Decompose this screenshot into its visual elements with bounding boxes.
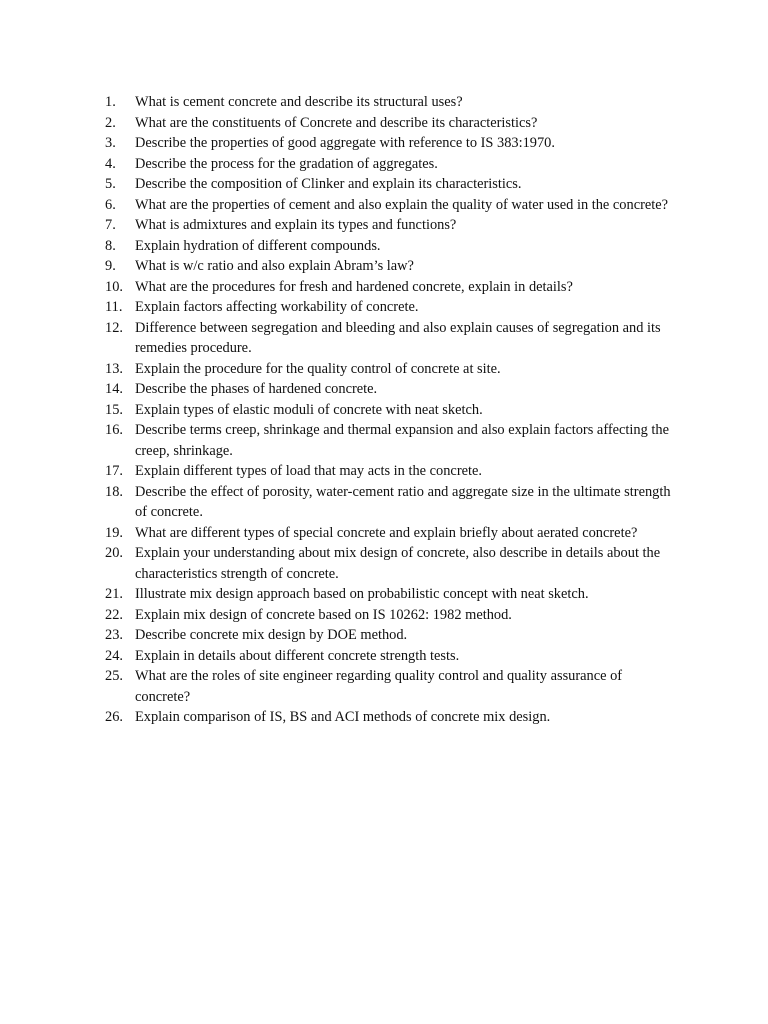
question-text: What is w/c ratio and also explain Abram’s law? [135, 258, 414, 274]
question-number: 24. [105, 647, 123, 664]
question-number: 2. [105, 114, 116, 131]
question-text: Describe terms creep, shrinkage and thermal expansion and also explain factors affecting the creep, shrinkage. [135, 422, 669, 459]
question-item [105, 154, 680, 175]
question-text: Explain in details about different concrete strength tests. [135, 647, 460, 664]
question-item [105, 666, 680, 707]
question-number: 15. [105, 401, 123, 418]
question-text: What are the procedures for fresh and hardened concrete, explain in details? [135, 278, 573, 295]
question-text: Describe concrete mix design by DOE method. [135, 627, 408, 643]
question-number: 23. [105, 627, 123, 643]
question-text: Describe the process for the gradation of aggregates. [135, 155, 438, 172]
question-item [105, 707, 680, 728]
question-text: What is cement concrete and describe its structural uses? [135, 94, 463, 110]
question-number: 19. [105, 524, 123, 541]
question-text: Explain hydration of different compounds. [135, 237, 381, 254]
question-number: 14. [105, 381, 123, 397]
question-number: 10. [105, 278, 123, 295]
question-item [105, 215, 680, 236]
question-number: 22. [105, 606, 123, 623]
question-text: Explain comparison of IS, BS and ACI methods of concrete mix design. [135, 709, 551, 725]
question-number: 12. [105, 319, 123, 336]
question-text: Describe the composition of Clinker and explain its characteristics. [135, 176, 522, 192]
question-text: Describe the phases of hardened concrete. [135, 381, 378, 397]
question-item [105, 461, 680, 482]
question-item [105, 605, 680, 626]
question-number: 7. [105, 217, 116, 233]
question-number: 1. [105, 94, 116, 110]
question-text: What are the constituents of Concrete and describe its characteristics? [135, 114, 538, 131]
question-item [105, 359, 680, 380]
question-number: 16. [105, 422, 123, 438]
question-item [105, 625, 680, 646]
question-text: Explain factors affecting workability of concrete. [135, 299, 419, 315]
question-number: 17. [105, 463, 123, 479]
question-text: What are the roles of site engineer regarding quality control and quality assurance of concrete? [135, 668, 623, 705]
question-number: 26. [105, 709, 123, 725]
question-item [105, 584, 680, 605]
question-text: Explain different types of load that may acts in the concrete. [135, 463, 482, 479]
question-item [105, 318, 680, 359]
question-number: 13. [105, 360, 123, 377]
question-item [105, 646, 680, 667]
question-item [105, 133, 680, 154]
question-number: 8. [105, 237, 116, 254]
question-number: 4. [105, 155, 116, 172]
question-text: Illustrate mix design approach based on probabilistic concept with neat sketch. [135, 586, 589, 602]
question-number: 18. [105, 483, 123, 500]
question-item [105, 543, 680, 584]
question-item [105, 400, 680, 421]
question-text: What are the properties of cement and also explain the quality of water used in the concrete? [135, 196, 669, 213]
question-item [105, 236, 680, 257]
question-text: Describe the effect of porosity, water-cement ratio and aggregate size in the ultimate strength of concrete. [135, 483, 671, 520]
question-number: 21. [105, 586, 123, 602]
question-number: 20. [105, 545, 123, 561]
question-item [105, 256, 680, 277]
question-text: Explain types of elastic moduli of concrete with neat sketch. [135, 401, 483, 418]
question-number: 5. [105, 176, 116, 192]
question-item [105, 174, 680, 195]
question-number: 9. [105, 258, 116, 274]
question-item [105, 379, 680, 400]
question-item [105, 277, 680, 298]
question-number: 6. [105, 196, 116, 213]
question-item [105, 420, 680, 461]
question-item [105, 113, 680, 134]
question-item [105, 523, 680, 544]
question-item [105, 482, 680, 523]
question-text: What is admixtures and explain its types and functions? [135, 217, 457, 233]
question-text: What are different types of special concrete and explain briefly about aerated concrete? [135, 524, 638, 541]
question-number: 25. [105, 668, 123, 684]
question-text: Explain the procedure for the quality control of concrete at site. [135, 360, 501, 377]
question-number: 3. [105, 135, 116, 151]
question-number: 11. [105, 299, 123, 315]
question-text: Difference between segregation and bleeding and also explain causes of segregation and its remedies procedure. [135, 319, 661, 356]
question-item [105, 195, 680, 216]
question-item [105, 92, 680, 113]
question-list [105, 92, 680, 728]
question-text: Describe the properties of good aggregate with reference to IS 383:1970. [135, 135, 555, 151]
question-item [105, 297, 680, 318]
question-text: Explain mix design of concrete based on IS 10262: 1982 method. [135, 606, 512, 623]
question-text: Explain your understanding about mix design of concrete, also describe in details about the characteristics strength of concrete. [135, 545, 661, 582]
